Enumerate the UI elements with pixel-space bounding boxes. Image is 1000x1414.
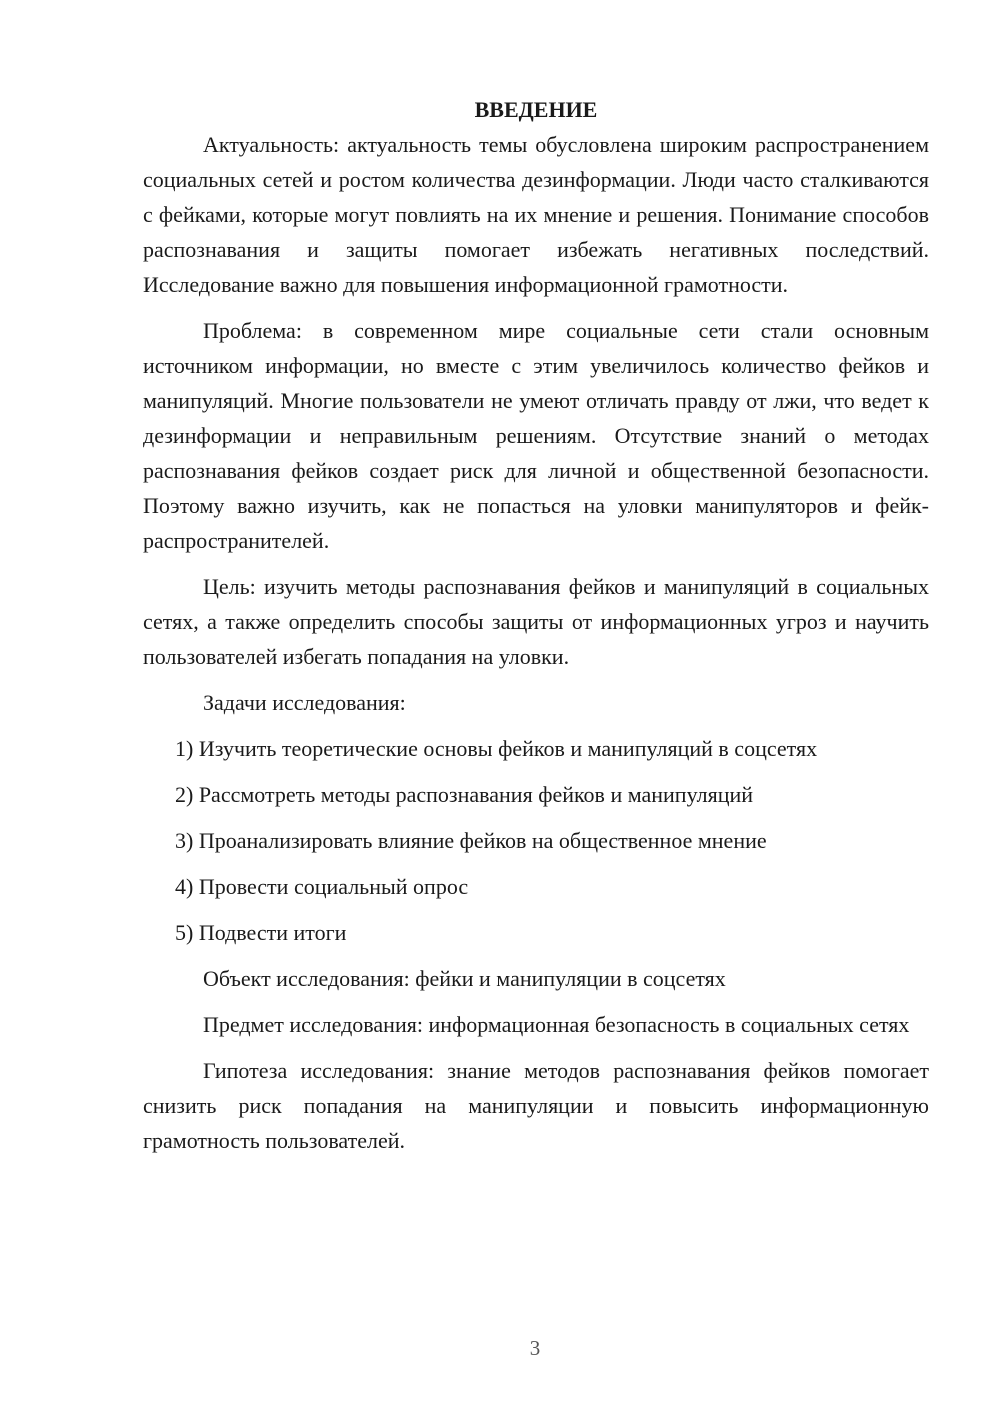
task-item-1: 1) Изучить теоретические основы фейков и манипуляций в соцсетях [175, 736, 818, 761]
goal-paragraph: Цель: изучить методы распознавания фейков и манипуляций в социальных сетях, а также определить способы защиты от информационных угроз и научить пользователей избегать попадания на уловки. [143, 574, 929, 669]
hypothesis-paragraph: Гипотеза исследования: знание методов распознавания фейков помогает снизить риск попадания на манипуляции и повысить информационную грамотность пользователей. [143, 1058, 929, 1153]
task-item-4: 4) Провести социальный опрос [175, 874, 469, 899]
task-item-5: 5) Подвести итоги [175, 920, 347, 945]
section-title: ВВЕДЕНИЕ [474, 97, 598, 122]
task-item-2: 2) Рассмотреть методы распознавания фейков и манипуляций [175, 782, 754, 807]
relevance-paragraph: Актуальность: актуальность темы обусловлена широким распространением социальных сетей и ростом количества дезинформации. Люди часто сталкиваются с фейками, которые могут повлиять на их мнение и решения. Понимание способов распознавания и защиты помогает избежать негативных последствий. Исследование важно для повышения информационной грамотности. [143, 132, 929, 297]
object-paragraph: Объект исследования: фейки и манипуляции в соцсетях [203, 966, 726, 991]
task-item-3: 3) Проанализировать влияние фейков на общественное мнение [175, 828, 767, 853]
tasks-list [143, 731, 929, 950]
document-page [143, 92, 929, 1169]
page-number: 3 [529, 1336, 541, 1360]
tasks-heading: Задачи исследования: [203, 690, 406, 715]
problem-paragraph: Проблема: в современном мире социальные сети стали основным источником информации, но вместе с этим увеличилось количество фейков и манипуляций. Многие пользователи не умеют отличать правду от лжи, что ведет к дезинформации и неправильным решениям. Отсутствие знаний о методах распознавания фейков создает риск для личной и общественной безопасности. Поэтому важно изучить, как не попасться на уловки манипуляторов и фейк-распространителей. [143, 318, 929, 553]
subject-paragraph: Предмет исследования: информационная безопасность в социальных сетях [203, 1012, 910, 1037]
